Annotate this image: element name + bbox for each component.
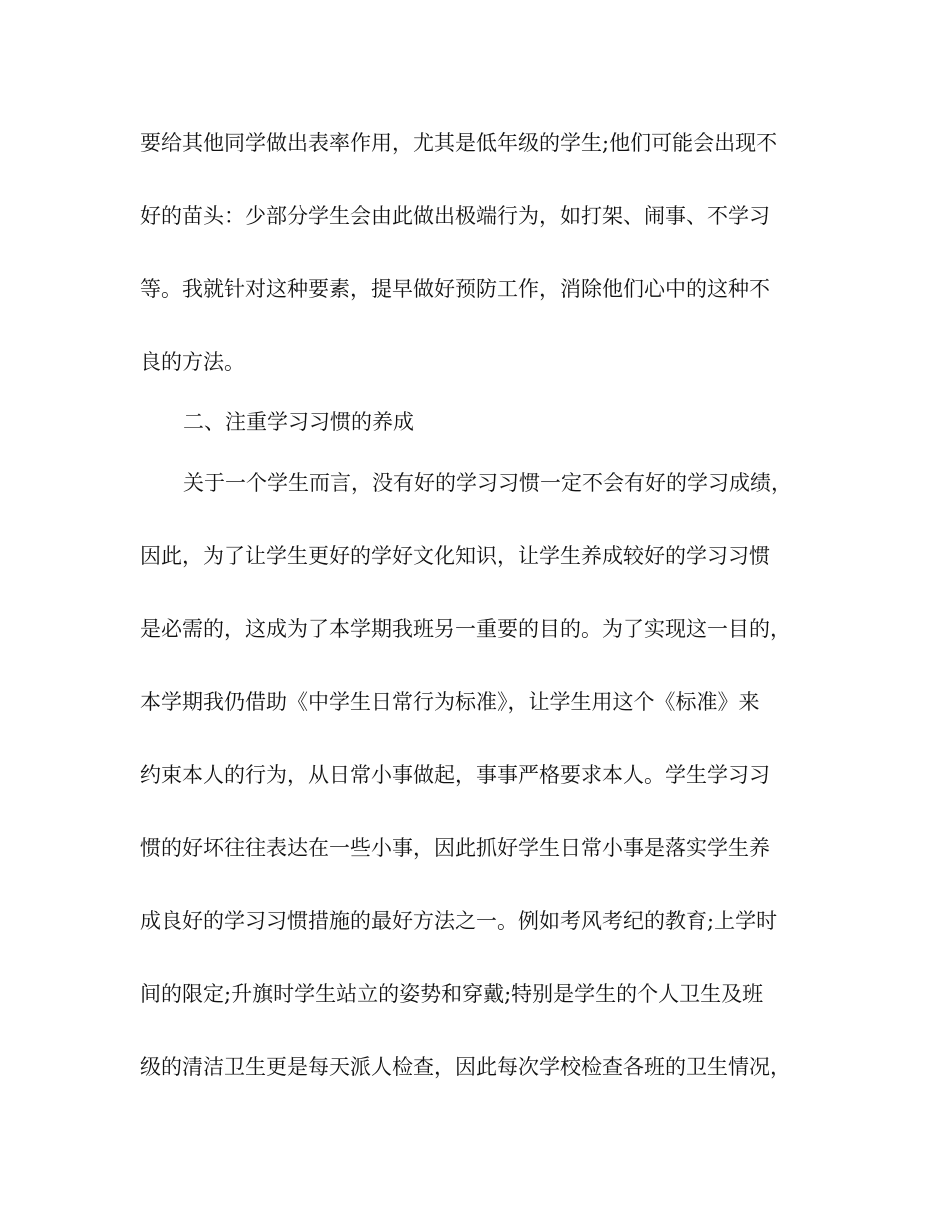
paragraph-line: 本学期我仍借助《中学生日常行为标准》，让学生用这个《标准》来 [140, 690, 760, 714]
paragraph-line: 级的清洁卫生更是每天派人检查，因此每次学校检查各班的卫生情况， [140, 1055, 791, 1079]
paragraph-line: 是必需的，这成为了本学期我班另一重要的目的。为了实现这一目的， [140, 617, 791, 641]
paragraph-line: 良的方法。 [140, 350, 245, 374]
paragraph-line: 惯的好坏往往表达在一些小事，因此抓好学生日常小事是落实学生养 [140, 836, 770, 860]
paragraph-line: 间的限定;升旗时学生站立的姿势和穿戴;特别是学生的个人卫生及班 [140, 982, 764, 1006]
paragraph-line: 因此，为了让学生更好的学好文化知识，让学生养成较好的学习习惯 [140, 544, 770, 568]
paragraph-line: 等。我就针对这种要素，提早做好预防工作，消除他们心中的这种不 [140, 277, 770, 301]
paragraph-line: 要给其他同学做出表率作用，尤其是低年级的学生;他们可能会出现不 [140, 131, 778, 155]
section-heading: 二、注重学习习惯的养成 [183, 410, 414, 434]
paragraph-line: 约束本人的行为，从日常小事做起，事事严格要求本人。学生学习习 [140, 763, 770, 787]
paragraph-line: 好的苗头：少部分学生会由此做出极端行为，如打架、闹事、不学习 [140, 204, 770, 228]
paragraph-line: 关于一个学生而言，没有好的学习习惯一定不会有好的学习成绩， [183, 471, 792, 495]
paragraph-line: 成良好的学习习惯措施的最好方法之一。例如考风考纪的教育;上学时 [140, 909, 778, 933]
